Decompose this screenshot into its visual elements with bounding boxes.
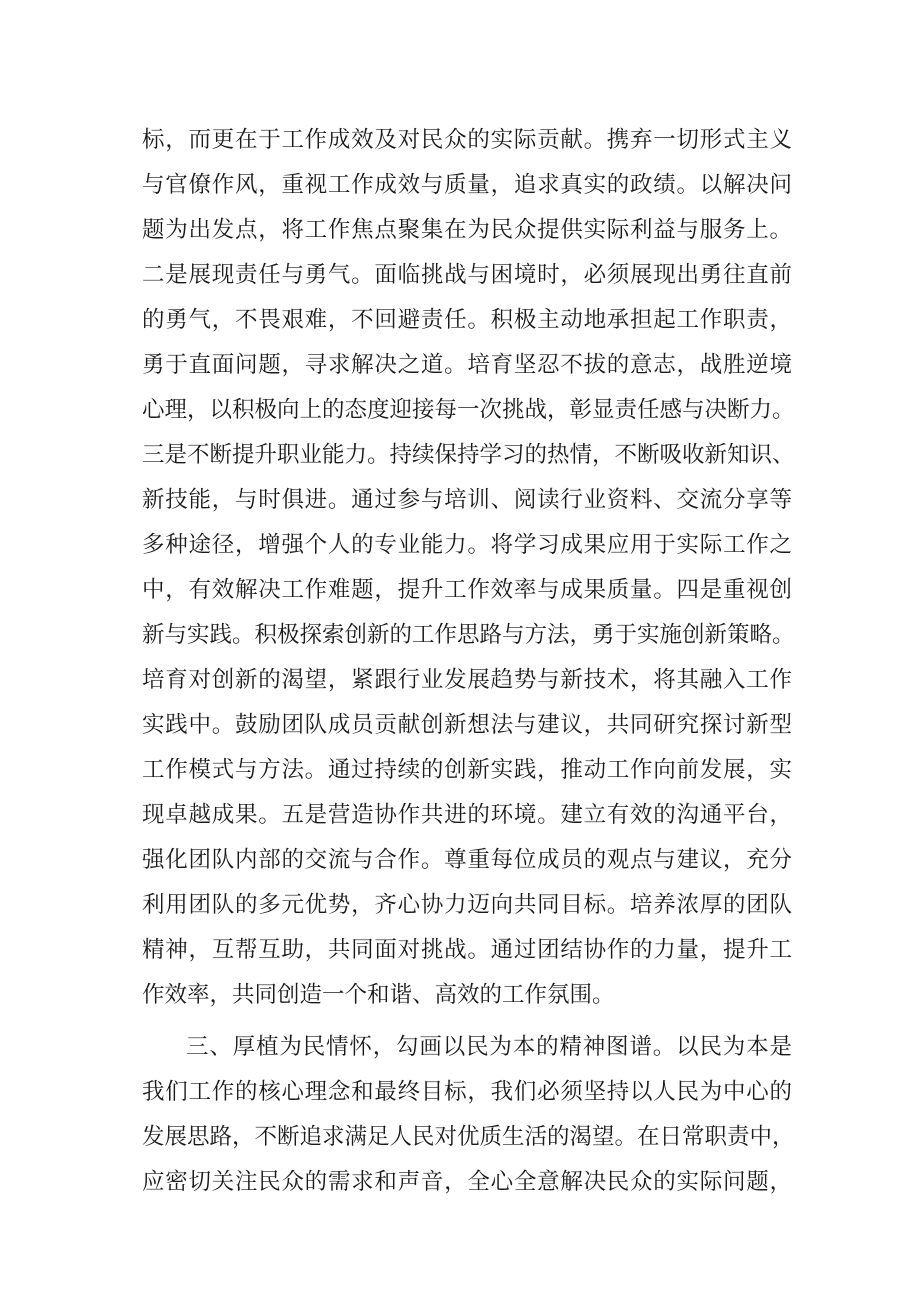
body-text: [142, 118, 795, 1205]
text-line: 的勇气，不畏艰难，不回避责任。积极主动地承担起工作职责，: [142, 307, 792, 333]
text-line: 应密切关注民众的需求和声音，全心全意解决民众的实际问题，: [142, 1169, 792, 1195]
text-line: 利用团队的多元优势，齐心协力迈向共同目标。培养浓厚的团队: [142, 892, 792, 918]
text-line: 我们工作的核心理念和最终目标，我们必须坚持以人民为中心的: [142, 1079, 792, 1105]
paragraph-spacer: [142, 1018, 792, 1025]
text-line: 中，有效解决工作难题，提升工作效率与成果质量。四是重视创: [142, 577, 792, 603]
text-line: 培育对创新的渴望，紧跟行业发展趋势与新技术，将其融入工作: [142, 667, 792, 693]
text-line: 发展思路，不断追求满足人民对优质生活的渴望。在日常职责中，: [142, 1124, 795, 1150]
paragraph: [142, 118, 795, 1018]
text-line: 心理，以积极向上的态度迎接每一次挑战，彰显责任感与决断力。: [142, 397, 795, 423]
text-line: 精神，互帮互助，共同面对挑战。通过团结协作的力量，提升工: [142, 937, 792, 963]
text-line: 与官僚作风，重视工作成效与质量，追求真实的政绩。以解决问: [142, 172, 792, 198]
text-line: 二是展现责任与勇气。面临挑战与困境时，必须展现出勇往直前: [142, 262, 792, 288]
paragraph: [142, 1025, 795, 1205]
text-line: 实践中。鼓励团队成员贡献创新想法与建议，共同研究探讨新型: [142, 712, 792, 738]
text-line: 勇于直面问题，寻求解决之道。培育坚忍不拔的意志，战胜逆境: [142, 352, 792, 378]
text-line: 强化团队内部的交流与合作。尊重每位成员的观点与建议，充分: [142, 847, 792, 873]
text-line: 新技能，与时俱进。通过参与培训、阅读行业资料、交流分享等: [142, 487, 792, 513]
text-line: 标，而更在于工作成效及对民众的实际贡献。携弃一切形式主义: [142, 127, 792, 153]
text-line: 新与实践。积极探索创新的工作思路与方法，勇于实施创新策略。: [142, 622, 795, 648]
text-line: 题为出发点，将工作焦点聚集在为民众提供实际利益与服务上。: [142, 217, 792, 243]
text-line: 作效率，共同创造一个和谐、高效的工作氛围。: [142, 982, 615, 1008]
text-line: 三是不断提升职业能力。持续保持学习的热情，不断吸收新知识、: [142, 442, 795, 468]
text-line: 多种途径，增强个人的专业能力。将学习成果应用于实际工作之: [142, 532, 792, 558]
text-line: 工作模式与方法。通过持续的创新实践，推动工作向前发展，实: [142, 757, 792, 783]
section-heading-line: 三、厚植为民情怀，勾画以民为本的精神图谱。以民为本是: [186, 1034, 792, 1060]
text-line: 现卓越成果。五是营造协作共进的环境。建立有效的沟通平台，: [142, 802, 792, 828]
